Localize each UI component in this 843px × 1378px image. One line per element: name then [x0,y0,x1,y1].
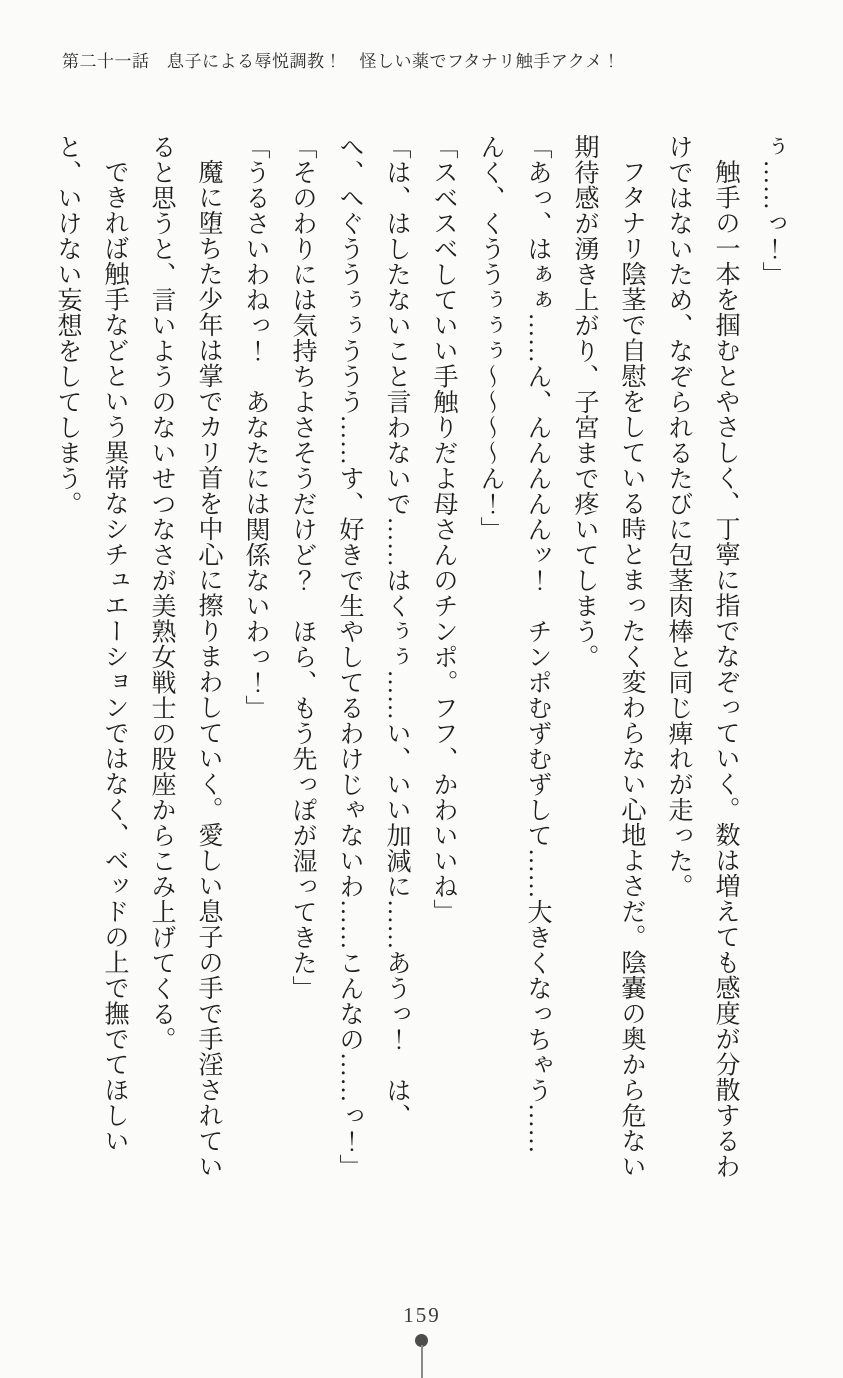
paragraph-7: 「そのわりには気持ちよさそうだけど？ ほら、もう先っぽが湿ってきた」 [289,134,316,1001]
chapter-header: 第二十一話 息子による辱悦調教！ 怪しい薬でフタナリ触手アクメ！ [62,52,621,71]
paragraph-4: 「あっ、はぁぁ……ん、んんんんんッ！ チンポむずむずして……大きくなっちゃう……んく、くううぅぅぅ～～～～ん！」 [477,134,551,1154]
paragraph-3: フタナリ陰茎で自慰をしている時とまったく変わらない心地よさだ。陰嚢の奥から危ない期待感が湧き上がり、子宮まで疼いてしまう。 [571,134,645,1179]
paragraph-10: できれば触手などという異常なシチュエーションではなく、ベッドの上で撫でてほしいと、いけない妄想をしてしまう。 [54,134,128,1154]
vertical-text-block [44,134,796,1179]
page-number: 159 [403,1303,441,1327]
paragraph-8: 「うるさいわねっ！ あなたには関係ないわっ！」 [242,134,269,721]
paragraph-1: ぅ……っ！」 [759,134,786,287]
page-ornament-line [421,1345,423,1378]
paragraph-9: 魔に堕ちた少年は掌でカリ首を中心に擦りまわしていく。愛しい息子の手で手淫されていると思うと、言いようのないせつなさが美熟女戦士の股座からこみ上げてくる。 [148,134,222,1179]
paragraph-6: 「は、はしたないこと言わないで……はくぅぅ……い、いい加減に……あうっ！ は、へ、へぐううぅぅううう……す、好きで生やしてるわけじゃないわ……こんなの……っ！」 [336,134,410,1180]
paragraph-5: 「スベスベしていい手触りだよ母さんのチンポ。フフ、かわいいね」 [430,134,457,925]
paragraph-2: 触手の一本を掴むとやさしく、丁寧に指でなぞっていく。数は増えても感度が分散するわけではないため、なぞられるたびに包茎肉棒と同じ痺れが走った。 [665,134,739,1179]
